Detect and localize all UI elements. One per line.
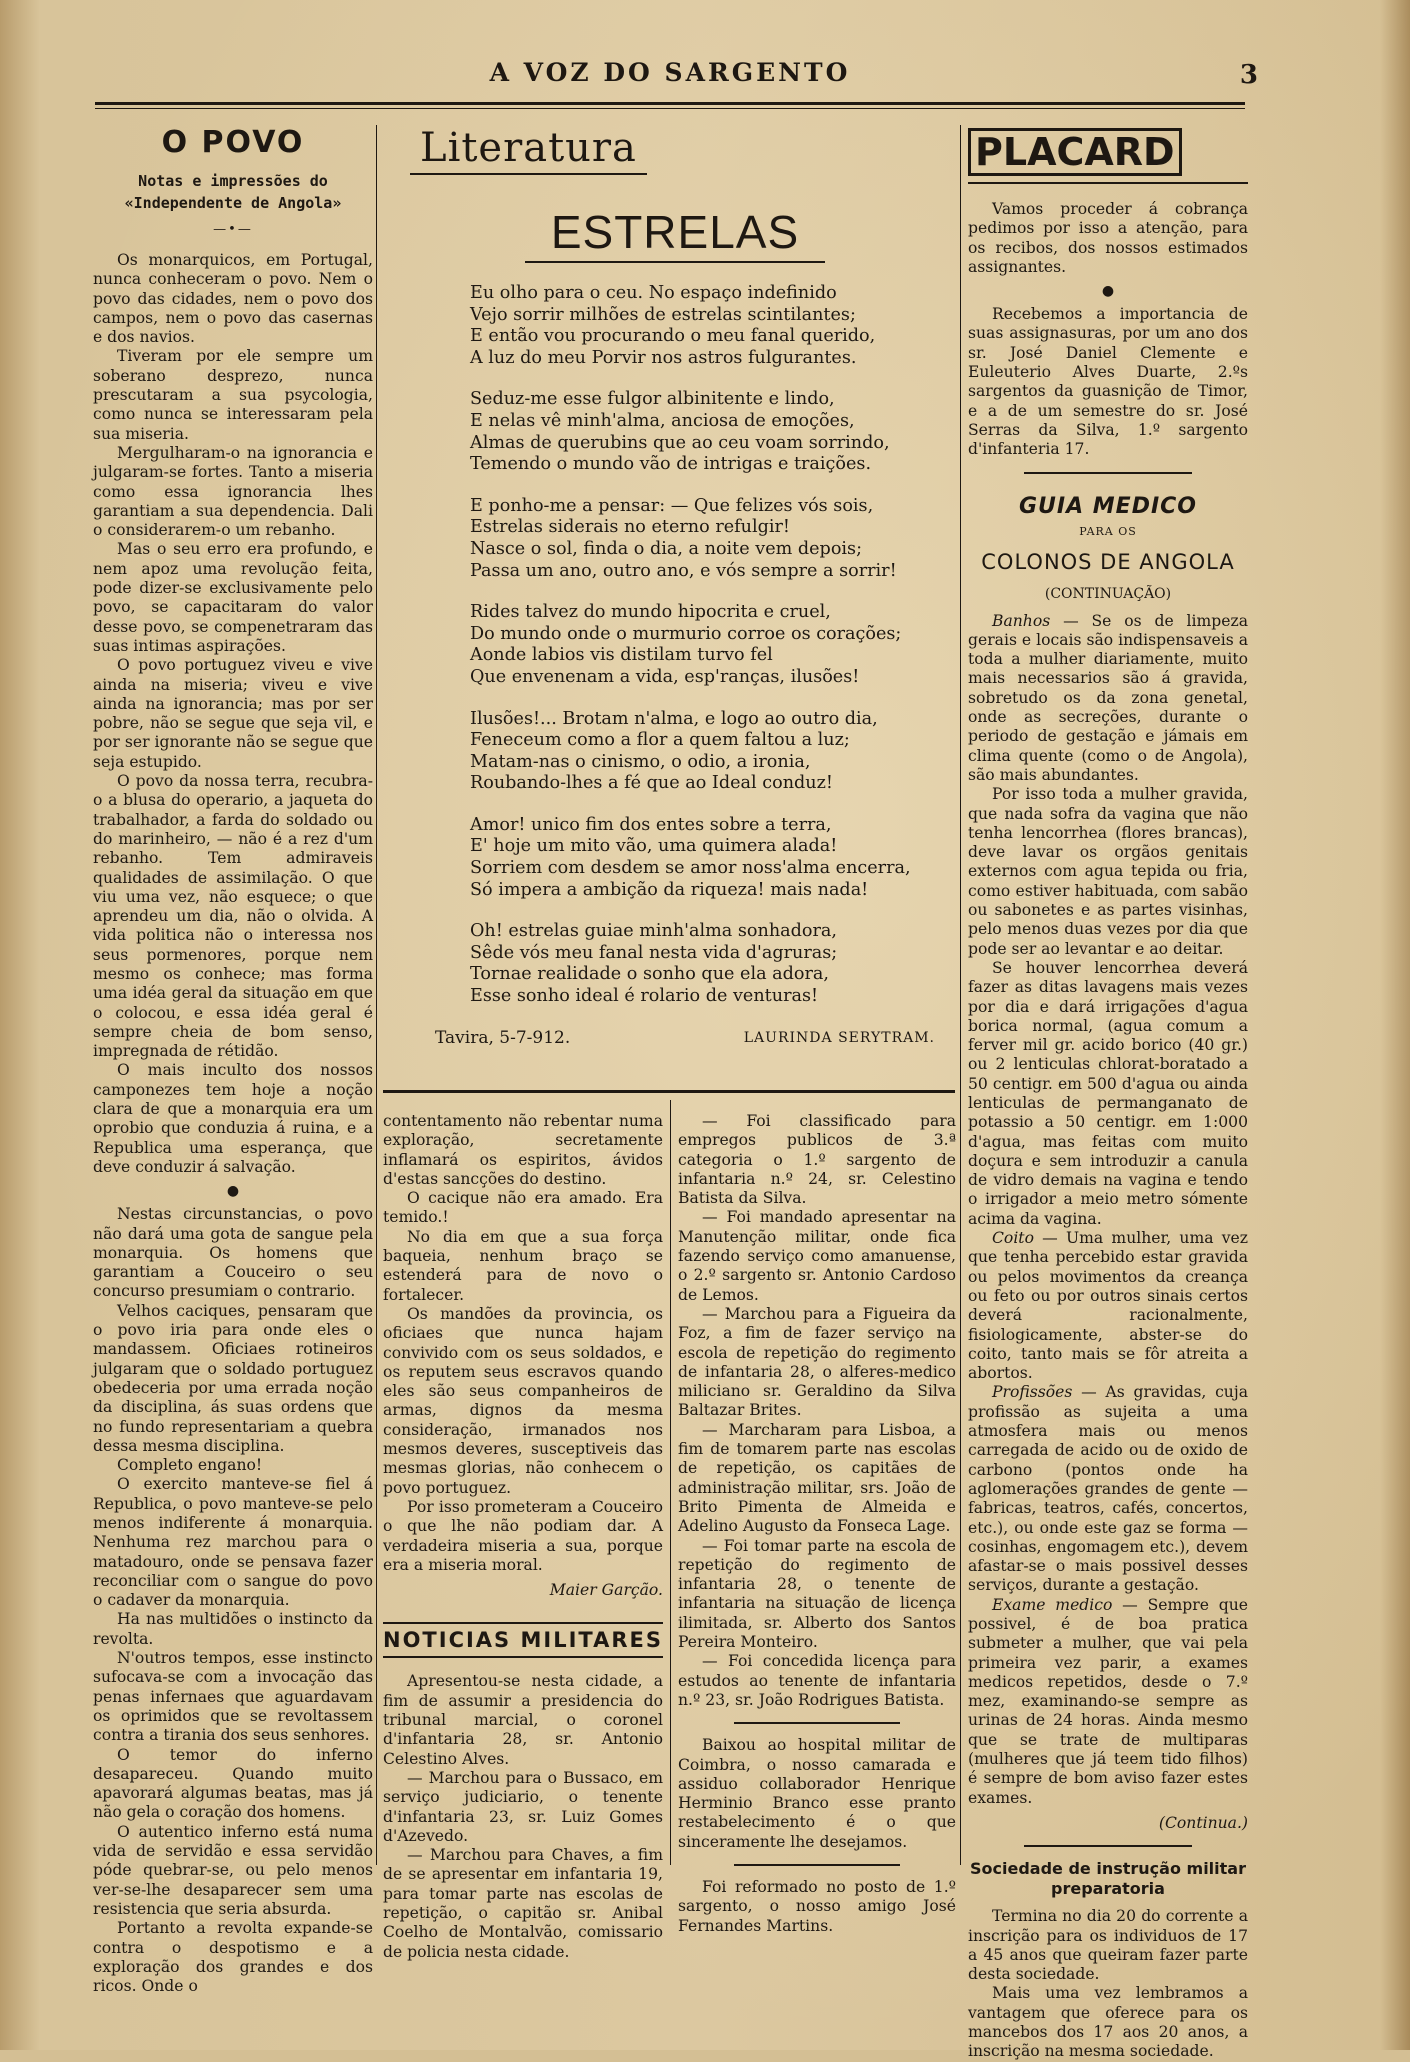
continuation-and-noticias — [383, 1112, 663, 1961]
article-title: O POVO — [161, 125, 305, 160]
stanza: Amor! unico fim dos entes sobre a terra, E' hoje um mito vão, uma quimera alada! Sorriem com desdem se amor noss'alma encerra, Só impera a ambição da riqueza! mais nada! — [470, 814, 911, 900]
article-body — [93, 251, 373, 1996]
separator-rule — [734, 1722, 901, 1724]
noticias-continued — [678, 1112, 956, 1935]
guia-medico-colonos: COLONOS DE ANGOLA — [981, 549, 1235, 574]
paragraph: — Marchou para o Bussaco, em serviço judiciario, o tenente d'infantaria 23, sr. Luiz Gomes d'Azevedo. — [383, 1768, 663, 1845]
paragraph: O mais inculto dos nossos camponezes tem hoje a noção clara de que a monarquia era um oprobio que conduzia á ruina, e a Republica uma esperança, que deve conduzir á salvação. — [93, 1061, 373, 1176]
paragraph: — Marchou para Chaves, a fim de se apresentar em infantaria 19, para tomar parte nas escolas de repetição, o capitão sr. Anibal Coelho de Montalvão, comissario de policia nesta cidade. — [383, 1846, 663, 1961]
paragraph: O povo da nossa terra, recubra-o a blusa do operario, a jaqueta do trabalhador, a farda do soldado ou do marinheiro, — não é a rez d'um rebanho. Tem admiraveis qualidades de assimilação. O que viu uma vez, não esquece; o que aprendeu um dia, não o olvida. A vida politica não o interessa nos seus pormenores, porque nem mesmo os conhece; mas forma uma idéa geral da situação em que o colocou, e essa idéa geral é sempre cheia de bom senso, impregnada de rétidão. — [93, 772, 373, 1061]
paragraph: Mergulharam-o na ignorancia e julgaram-se fortes. Tanto a miseria como essa ignorancia lhes garantiam a sua dependencia. Dali o considerarem-o um rebanho. — [93, 443, 373, 540]
paragraph: O autentico inferno está numa vida de servidão e essa servidão póde quebrar-se, ou pelo menos ver-se-lhe desaparecer sem uma resistencia que seria absurda. — [93, 1822, 373, 1918]
separator-rule — [734, 1864, 901, 1866]
poem-author: LAURINDA SERYTRAM. — [743, 1029, 935, 1046]
paragraph: Recebemos a importancia de suas assignasuras, por um ano dos sr. José Daniel Clemente e Euleuterio Alves Duarte, 2.ºs sargentos da guasnição de Timor, e a de um semestre do sr. José Serras da Silva, 1.º sargento d'infanteria 17. — [968, 305, 1248, 459]
paragraph: — Foi mandado apresentar na Manutenção militar, onde fica fazendo serviço como amanuense, o 2.º sargento sr. Antonio Cardoso de Lemos. — [678, 1208, 956, 1304]
header-rule — [95, 102, 1245, 105]
paragraph: Por isso toda a mulher gravida, que nada sofra da vagina que não tenha lencorrhea (flores brancas), deve lavar os orgãos genitais externos com agua tepida ou fria, como estiver habituada, com sabão ou sabonetes e as partes visinhas, pelo menos duas vezes por dia que pode ser ao levantar e ao deitar. — [968, 785, 1248, 958]
poem-title-rule — [525, 261, 825, 263]
separator-rule — [1024, 1845, 1192, 1847]
stanza: Seduz-me esse fulgor albinitente e lindo, E nelas vê minh'alma, anciosa de emoções, Almas de querubins que ao ceu voam sorrindo, Temendo o mundo vão de intrigas e traições. — [470, 389, 890, 475]
ornament: —•— — [213, 222, 253, 237]
paragraph: Os monarquicos, em Portugal, nunca conheceram o povo. Nem o povo das cidades, nem o povo dos campos, nem o povo das casernas e dos navios. — [93, 251, 373, 347]
paragraph: — Foi classificado para empregos publicos de 3.ª categoria o 1.º sargento de infantaria n.º 24, sr. Celestino Batista da Silva. — [678, 1112, 956, 1208]
placard-rule — [968, 182, 1248, 184]
stanza: Rides talvez do mundo hipocrita e cruel, Do mundo onde o murmurio corroe os corações; Aonde labios vis distilam turvo fel Que envenenam a vida, esp'ranças, ilusões! — [470, 602, 902, 687]
paragraph: Portanto a revolta expande-se contra o despotismo e a exploração dos grandes e dos ricos. Onde o — [93, 1919, 373, 1996]
stanza: E ponho-me a pensar: — Que felizes vós sois, Estrelas siderais no eterno refulgir! Nasce o sol, finda o dia, a noite vem depois; Passa um ano, outro ano, e vós sempre a sorrir! — [470, 495, 897, 581]
paragraph: — Marchou para a Figueira da Foz, a fim de fazer serviço na escola de repetição do regimento de infantaria 28, o alferes-medico miliciano sr. Geraldino da Silva Baltazar Brites. — [678, 1304, 956, 1420]
poem-footer — [395, 1028, 955, 1058]
paragraph: — Foi concedida licença para estudos ao tenente de infantaria n.º 23, sr. João Rodrigues Batista. — [678, 1652, 956, 1709]
stanza: Oh! estrelas guiae minh'alma sonhadora, Sêde vós meu fanal nesta vida d'agruras; Tornae realidade o sonho que ela adora, Esse sonho ideal é rolario de venturas! — [470, 921, 838, 1007]
stanza: Eu olho para o ceu. No espaço indefinido Vejo sorrir milhões de estrelas scintilantes; E então vou procurando o meu fanal querido, A luz do meu Porvir nos astros fulgurantes. — [470, 283, 876, 368]
poem-body — [470, 283, 955, 1008]
paragraph: Banhos — Se os de limpeza gerais e locais são indispensaveis a toda a mulher diariamente, muito mais necessarios são á gravida, sobretudo os da zona genetal, onde as secreções, durante o periodo de gestação e jámais em clima quente (como o de Angola), são mais abundantes. — [968, 611, 1248, 784]
paragraph: Os mandões da provincia, os oficiaes que nunca hajam convivido com os seus soldados, e os reputem seus escravos quando eles são seus companheiros de armas, dignos da mesma consideração, irmanados nos mesmos deveres, susceptiveis das mesmas glorias, não conhecem o povo portuguez. — [383, 1304, 663, 1497]
paragraph: Coito — Uma mulher, uma vez que tenha percebido estar gravida ou pelos movimentos da creança ou feto ou por outros sinais certos deverá racionalmente, fisiologicamente, abster-se do coito, tanto mais se fôr atreita a abortos. — [968, 1229, 1248, 1383]
stanza: Ilusões!... Brotam n'alma, e logo ao outro dia, Feneceum como a flor a quem faltou a luz; Matam-nas o cinismo, o odio, a ironia, Roubando-lhes a fé que ao Ideal conduz! — [470, 708, 878, 794]
paragraph: No dia em que a sua força baqueia, nenhum braço se estenderá para de novo o fortalecer. — [383, 1227, 663, 1304]
poem-title: ESTRELAS — [550, 206, 800, 258]
placard-column — [968, 128, 1248, 2061]
section-title: Literatura — [410, 125, 647, 175]
paragraph: Apresentou-se nesta cidade, a fim de assumir a presidencia do tribunal marcial, o coronel d'infantaria 28, sr. Antonio Celestino Alves. — [383, 1672, 663, 1768]
paragraph: Exame medico — Sempre que possivel, é de boa pratica submeter a mulher, que vai pela primeira vez parir, a exames medicos repetidos, desde o 7.º mez, examinando-se sempre as urinas de 24 horas. Ainda mesmo que se trate de multiparas (mulheres que já teem tido filhos) é sempre de bom aviso fazer estes exames. — [968, 1595, 1248, 1807]
paragraph: Velhos caciques, pensaram que o povo iria para onde eles o mandassem. Oficiaes rotineiros julgaram que o soldado portuguez obedeceria por uma errada noção da disciplina, ás suas ordens que no fundo representariam a quebra dessa mesma disciplina. — [93, 1301, 373, 1455]
poem-place-date: Tavira, 5-7-912. — [435, 1027, 571, 1048]
paragraph: Vamos proceder á cobrança pedimos por isso a atenção, para os recibos, dos nossos estimados assignantes. — [968, 200, 1248, 276]
column-divider — [960, 125, 961, 1865]
guia-medico-continuacao: (CONTINUAÇÃO) — [1044, 585, 1172, 602]
column-divider — [670, 1100, 671, 1865]
separator-rule — [1024, 472, 1192, 474]
paragraph: N'outros tempos, esse instincto sufocava-se com a invocação das penas infernaes que aguardavam os oprimidos que se revoltassem contra a tirania dos seus senhores. — [93, 1649, 373, 1745]
guia-medico-para: PARA OS — [1079, 524, 1137, 538]
guia-medico-title: GUIA MEDICO — [1018, 493, 1197, 519]
paragraph: Nestas circunstancias, o povo não dará uma gota de sangue pela monarquia. Os homens que garantiam a Couceiro o seu concurso presumiam o contrario. — [93, 1205, 373, 1301]
paragraph: Tiveram por ele sempre um soberano desprezo, nunca prescutaram a sua psycologia, como nunca se interessaram pela sua miseria. — [93, 347, 373, 443]
paragraph: Por isso prometeram a Couceiro o que lhe não podiam dar. A verdadeira miseria a sua, porque era a miseria moral. — [383, 1497, 663, 1574]
paragraph: contentamento não rebentar numa exploração, secretamente inflamará os espiritos, ávidos d'estas sancções do destino. — [383, 1112, 663, 1188]
paragraph: — Foi tomar parte na escola de repetição do regimento de infantaria 28, o tenente de infantaria na situação de licença ilimitada, sr. Alberto dos Santos Pereira Monteiro. — [678, 1536, 956, 1652]
literatura-bottom-rule — [383, 1090, 955, 1093]
paragraph: O cacique não era amado. Era temido.! — [383, 1189, 663, 1227]
paragraph: Profissões — As gravidas, cuja profissão as sujeita a uma atmosfera mais ou menos carregada de acido ou de oxido de carbono (pontos onde ha aglomerações grandes de gente — fabricas, teatros, cafés, concertos, etc.), ou onde este gaz se forma — cosinhas, engomagem etc.), devem afastar-se o mais possivel desses serviços, durante a gestação. — [968, 1383, 1248, 1595]
noticias-militares-title: NOTICIAS MILITARES — [383, 1622, 663, 1658]
paragraph: O temor do inferno desapareceu. Quando muito apavorará algumas beatas, mas já não gela o coração dos homens. — [93, 1745, 373, 1822]
paragraph: Baixou ao hospital militar de Coimbra, o nosso camarada e assiduo collaborador Henrique Herminio Branco esse pranto restabelecimento é o que sinceramente lhe desejamos. — [678, 1736, 956, 1851]
masthead: A VOZ DO SARGENTO — [489, 58, 851, 87]
column-divider — [376, 125, 377, 1865]
paragraph: Completo engano! — [117, 1456, 263, 1475]
paragraph: Se houver lencorrhea deverá fazer as ditas lavagens mais vezes por dia e dará irrigações d'agua borica normal, (agua comum a ferver mil gr. acido borico (40 gr.) ou 2 lenticulas chlorat-boratado a 50 centigr. em 500 d'agua ou ainda lenticulas de permanganato de potassio a 50 centigr. em 1:000 d'agua, mas feitas com muito doçura e sem introduzir a canula de vidro demais na vagina e tendo o irrigador a meio metro sómente acima da vagina. — [968, 958, 1248, 1228]
paragraph: Mas o seu erro era profundo, e nem apoz uma revolução feita, pode dizer-se exclusivamente pelo povo, se capacitaram do valor desse povo, se compenetraram das suas intimas aspirações. — [93, 540, 373, 655]
paragraph: — Marcharam para Lisboa, a fim de tomarem parte nas escolas de repetição, os capitães de administração militar, srs. João de Brito Pimenta de Almeida e Adelino Augusto da Fonseca Lage. — [678, 1420, 956, 1536]
separator-star: ● — [226, 1183, 240, 1200]
page-number: 3 — [1239, 60, 1258, 90]
continua-note: (Continua.) — [1158, 1813, 1248, 1832]
paragraph: Termina no dia 20 do corrente a inscrição para os individuos de 17 a 45 anos que queiram fazer parte desta sociedade. — [968, 1907, 1248, 1984]
signature: Maier Garção. — [549, 1581, 663, 1600]
header-rule-thin — [95, 108, 1245, 109]
placard-title: PLACARD — [968, 128, 1182, 176]
sociedade-title: Sociedade de instrução militar preparatoria — [970, 1859, 1246, 1899]
article-o-povo — [93, 125, 373, 1996]
paragraph: O povo portuguez viveu e vive ainda na miseria; viveu e vive ainda na ignorancia; mas por ser pobre, não se segue que seja vil, e por ser ignorante não se segue que seja estupido. — [93, 656, 373, 771]
article-subtitle: Notas e impressões do «Independente de Angola» — [124, 172, 342, 212]
separator-star: ● — [1101, 283, 1115, 300]
paragraph: Mais uma vez lembramos a vantagem que oferece para os mancebos dos 17 aos 20 anos, a inscrição na mesma sociedade. — [968, 1984, 1248, 2061]
paragraph: Ha nas multidões o instincto da revolta. — [93, 1610, 373, 1648]
paragraph: Foi reformado no posto de 1.º sargento, o nosso amigo José Fernandes Martins. — [678, 1877, 956, 1935]
paragraph: O exercito manteve-se fiel á Republica, o povo manteve-se pelo menos indiferente á monarquia. Nenhuma rez marchou para o matadouro, onde se pensava fazer reconciliar com o sangue do povo o cadaver da monarquia. — [93, 1475, 373, 1610]
literatura-section — [395, 125, 955, 1085]
